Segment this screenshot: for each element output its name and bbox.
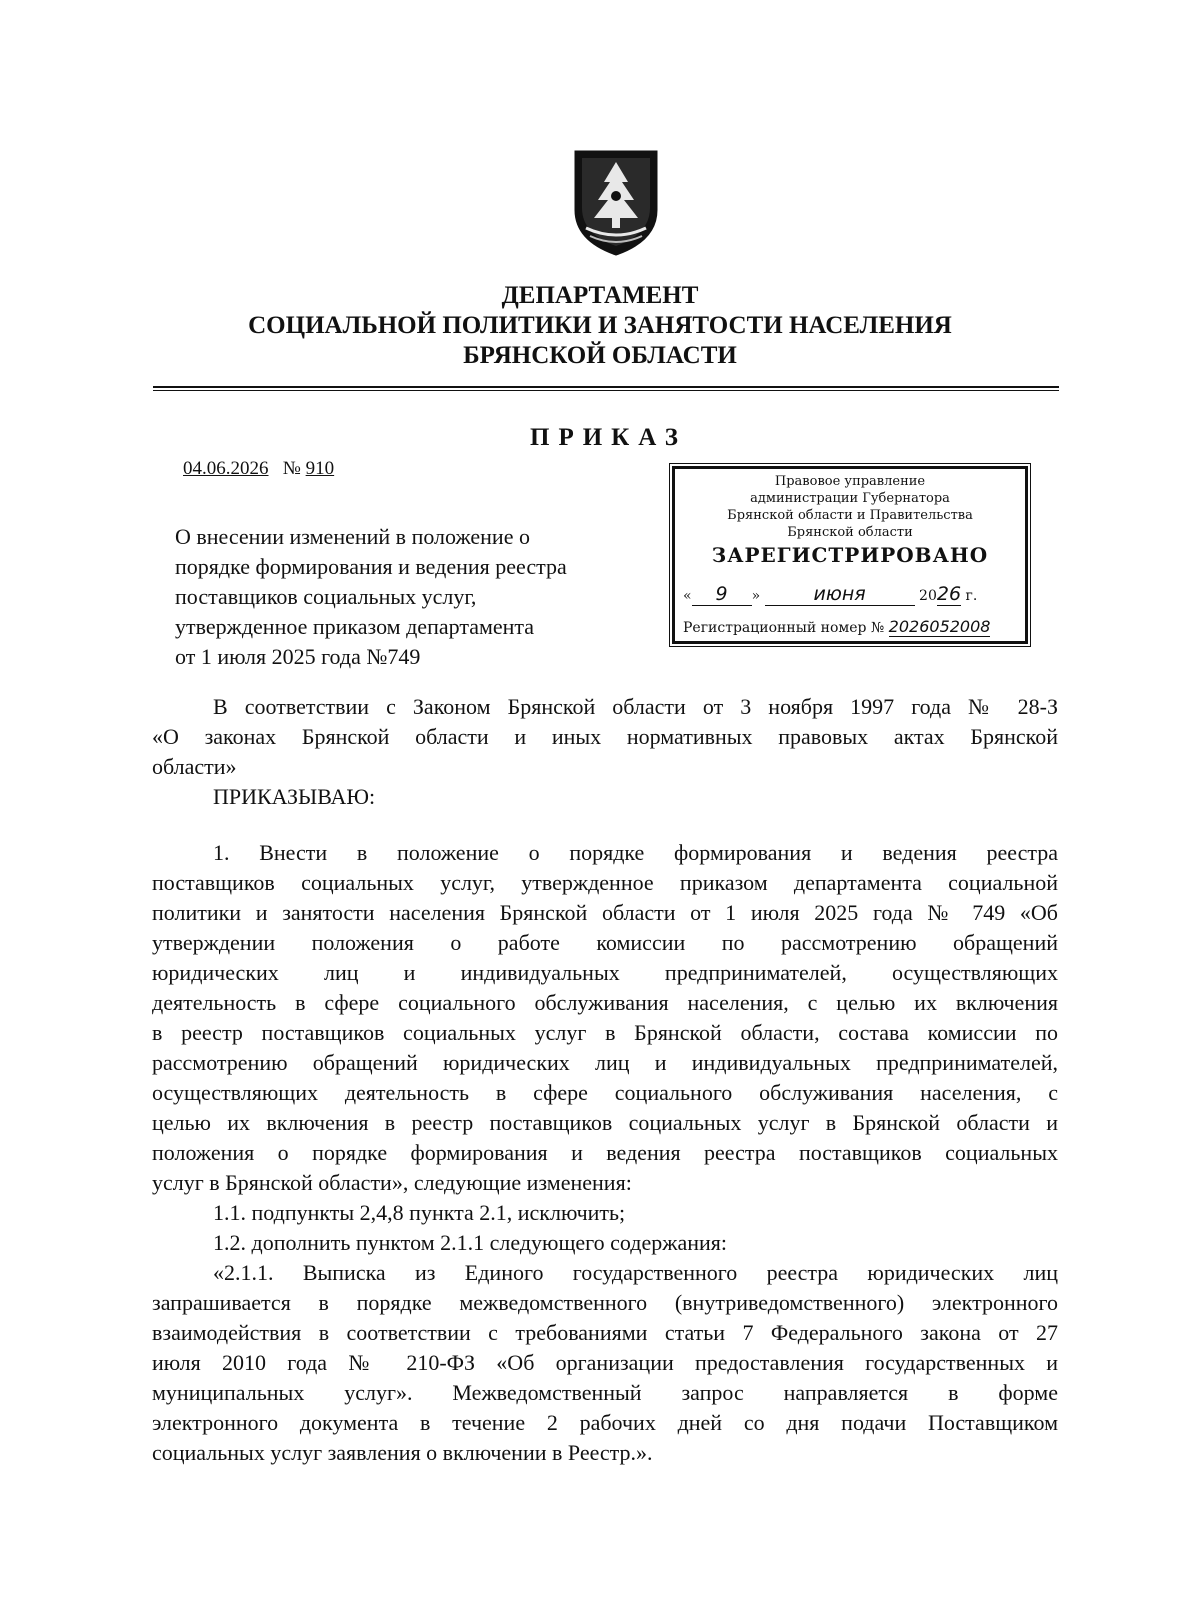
- registration-stamp: [672, 466, 1028, 644]
- order-title-line: от 1 июля 2025 года №749: [175, 644, 421, 669]
- item1-line: целью их включения в реестр поставщиков социальных услуг в Брянской области и: [152, 1110, 1058, 1135]
- header-divider-thin: [153, 390, 1059, 391]
- item1-line: юридических лиц и индивидуальных предпринимателей, осуществляющих: [152, 960, 1058, 985]
- stamp-date-row: « 9 » июня 2026 г.: [683, 583, 978, 605]
- stamp-reg-row: [683, 617, 1017, 636]
- item1-line: услуг в Брянской области», следующие изменения:: [152, 1170, 632, 1195]
- item-1-2: 1.2. дополнить пунктом 2.1.1 следующего содержания:: [213, 1230, 727, 1255]
- preamble-line: области»: [152, 754, 237, 779]
- number-sign: №: [282, 458, 301, 479]
- order-title: [175, 522, 645, 672]
- item-1-1: 1.1. подпункты 2,4,8 пункта 2.1, исключить;: [213, 1200, 626, 1225]
- stamp-year-prefix: 20: [919, 588, 937, 604]
- preamble: [152, 692, 1058, 812]
- quote-line: электронного документа в течение 2 рабочих дней со дня подачи Поставщиком: [152, 1410, 1058, 1435]
- order-title-line: поставщиков социальных услуг,: [175, 584, 477, 609]
- coat-of-arms-emblem: [572, 148, 660, 258]
- order-title-line: утвержденное приказом департамента: [175, 614, 535, 639]
- preamble-line: «О законах Брянской области и иных нормативных правовых актах Брянской: [152, 724, 1058, 749]
- item1-line: деятельность в сфере социального обслуживания населения, с целью их включения: [152, 990, 1058, 1015]
- quote-line: запрашивается в порядке межведомственного (внутриведомственного) электронного: [152, 1290, 1058, 1315]
- stamp-reg-label: Регистрационный номер №: [683, 620, 885, 636]
- quote-line: июля 2010 года № 210-ФЗ «Об организации предоставления государственных и: [152, 1350, 1058, 1375]
- stamp-year-end: г.: [965, 588, 978, 604]
- item1-line: утверждении положения о работе комиссии по рассмотрению обращений: [152, 930, 1058, 955]
- order-word: ПРИКАЗЫВАЮ:: [213, 784, 376, 809]
- department-title-line3: БРЯНСКОЙ ОБЛАСТИ: [463, 342, 737, 369]
- stamp-day: 9: [692, 583, 752, 606]
- item1-line: в реестр поставщиков социальных услуг в Брянской области, состава комиссии по: [152, 1020, 1058, 1045]
- header-divider: [153, 386, 1059, 388]
- item1-line: положения о порядке формирования и ведения реестра поставщиков социальных: [152, 1140, 1058, 1165]
- quote-line: взаимодействия в соответствии с требованиями статьи 7 Федерального закона от 27: [152, 1320, 1058, 1345]
- preamble-line: В соответствии с Законом Брянской области от 3 ноября 1997 года № 28-З: [213, 694, 1058, 719]
- stamp-line: Брянской области и Правительства: [727, 508, 973, 523]
- quote-line: муниципальных услуг». Межведомственный запрос направляется в форме: [152, 1380, 1058, 1405]
- item1-line: рассмотрению обращений юридических лиц и индивидуальных предпринимателей,: [152, 1050, 1058, 1075]
- stamp-line: Брянской области: [787, 525, 913, 540]
- stamp-line: Правовое управление: [774, 474, 926, 489]
- item1-line: политики и занятости населения Брянской области от 1 июля 2025 года № 749 «Об: [152, 900, 1058, 925]
- department-title-line2: СОЦИАЛЬНОЙ ПОЛИТИКИ И ЗАНЯТОСТИ НАСЕЛЕНИЯ: [248, 312, 952, 339]
- department-title-line1: ДЕПАРТАМЕНТ: [501, 282, 699, 309]
- date-number-line: [183, 458, 334, 480]
- document-type: ПРИКАЗ: [530, 424, 687, 451]
- order-number: 910: [305, 458, 335, 479]
- stamp-registered: ЗАРЕГИСТРИРОВАНО: [711, 543, 989, 567]
- stamp-month: июня: [765, 583, 915, 606]
- stamp-line: администрации Губернатора: [750, 491, 950, 506]
- quote-line: социальных услуг заявления о включении в Реестр.».: [152, 1440, 653, 1465]
- stamp-year-suffix: 26: [936, 583, 962, 605]
- item1-line: 1. Внести в положение о порядке формирования и ведения реестра: [213, 840, 1058, 865]
- order-date: 04.06.2026: [183, 458, 269, 479]
- order-title-line: порядке формирования и ведения реестра: [175, 554, 567, 579]
- order-title-line: О внесении изменений в положение о: [175, 524, 530, 549]
- item-1: [152, 838, 1058, 1468]
- item1-line: осуществляющих деятельность в сфере социального обслуживания населения, с: [152, 1080, 1058, 1105]
- stamp-reg-number: 2026052008: [888, 617, 991, 636]
- quote-line: «2.1.1. Выписка из Единого государственного реестра юридических лиц: [213, 1260, 1058, 1285]
- item1-line: поставщиков социальных услуг, утвержденное приказом департамента социальной: [152, 870, 1058, 895]
